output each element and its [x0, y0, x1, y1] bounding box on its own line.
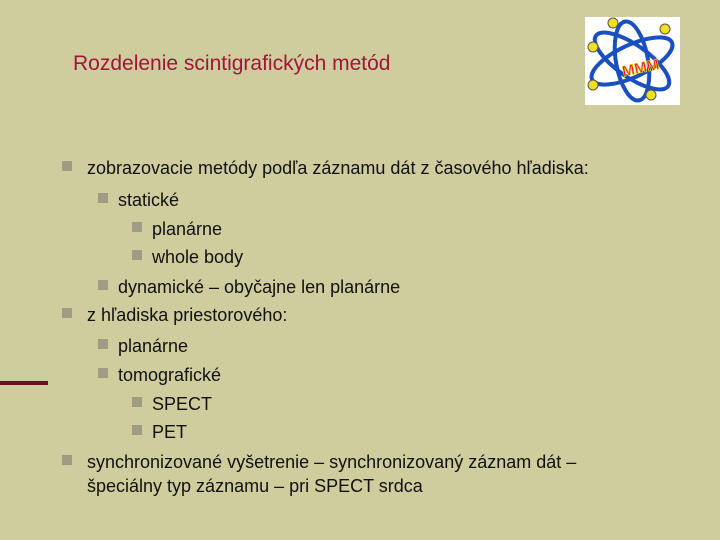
bullet-item-continuation: špeciálny typ záznamu – pri SPECT srdca [87, 476, 423, 496]
bullet-item: statické [118, 190, 180, 210]
bullet-item: dynamické – obyčajne len planárne [118, 277, 401, 297]
bullet-icon [98, 280, 108, 290]
bullet-item: tomografické [118, 365, 222, 385]
logo-text: MMM [620, 56, 661, 81]
bullet-icon [132, 397, 142, 407]
bullet-item: whole body [152, 247, 244, 267]
bullet-item: z hľadiska priestorového: [87, 305, 288, 325]
bullet-icon [132, 250, 142, 260]
bullet-item: planárne [118, 336, 189, 356]
bullet-icon [98, 339, 108, 349]
bullet-icon [132, 222, 142, 232]
bullet-icon [62, 161, 72, 171]
bullet-icon [98, 193, 108, 203]
bullet-item: SPECT [152, 394, 213, 414]
bullet-icon [62, 308, 72, 318]
bullet-item: PET [152, 422, 188, 442]
bullet-icon [98, 368, 108, 378]
page-title: Rozdelenie scintigrafických metód [73, 52, 391, 75]
bullet-icon [132, 425, 142, 435]
bullet-item: planárne [152, 219, 223, 239]
bullet-item: synchronizované vyšetrenie – synchronizovaný záznam dát – [87, 452, 577, 472]
bullet-icon [62, 455, 72, 465]
bullet-item: zobrazovacie metódy podľa záznamu dát z časového hľadiska: [87, 158, 589, 178]
